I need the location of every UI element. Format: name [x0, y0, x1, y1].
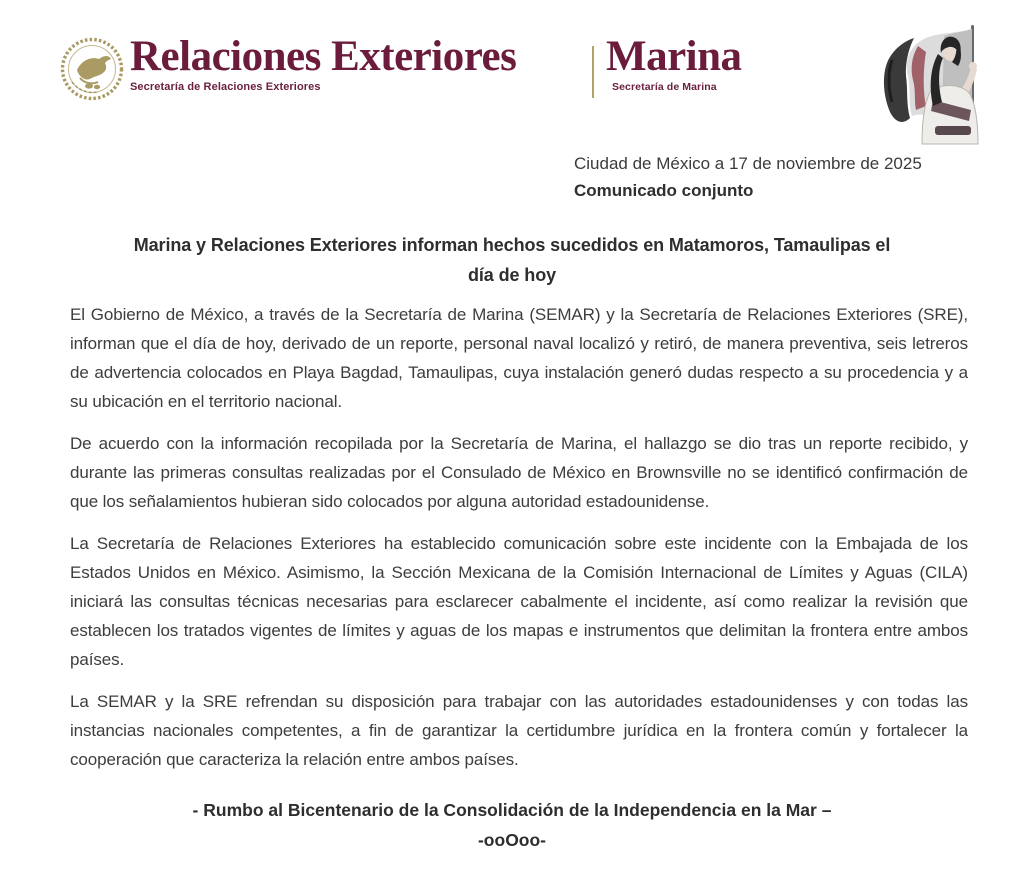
release-type: Comunicado conjunto	[574, 181, 754, 200]
marina-wordmark: Marina	[606, 33, 742, 80]
footer-motto: - Rumbo al Bicentenario de la Consolidación de la Independencia en la Mar –	[192, 800, 832, 820]
sre-subtitle: Secretaría de Relaciones Exteriores	[130, 81, 321, 93]
footer-closing: -ooOoo-	[477, 830, 547, 850]
paragraph-1: El Gobierno de México, a través de la Secretaría de Marina (SEMAR) y la Secretaría de Relaciones Exteriores (SRE), informan que el día de hoy, derivado de un reporte, personal naval localizó y retiró, de manera preventiva, seis letreros de advertencia colocados en Playa Bagdad, Tamaulipas, cuya instalación generó dudas respecto a su procedencia y a su ubicación en el territorio nacional.	[70, 305, 968, 411]
page-title: Marina y Relaciones Exteriores informan hechos sucedidos en Matamoros, Tamaulipas el día de hoy	[133, 235, 891, 285]
marina-subtitle: Secretaría de Marina	[612, 81, 717, 93]
sre-logo	[130, 34, 516, 93]
mexico-national-seal-icon	[60, 36, 124, 102]
dateline-block	[574, 150, 974, 204]
paragraph-3: La Secretaría de Relaciones Exteriores ha establecido comunicación sobre este incidente con la Embajada de los Estados Unidos en México. Asimismo, la Sección Mexicana de la Comisión Internacional de Límites y Aguas (CILA) iniciará las consultas técnicas necesarias para esclarecer cabalmente el incidente, así como realizar la revisión que establecen los tratados vigentes de límites y aguas de los mapas e instrumentos que delimitan la frontera entre ambos países.	[70, 534, 968, 669]
marina-logo	[606, 34, 742, 93]
paragraph-2: De acuerdo con la información recopilada por la Secretaría de Marina, el hallazgo se dio tras un reporte recibido, y durante las primeras consultas realizadas por el Consulado de México en Brownsville no se identificó confirmación de que los señalamientos hubieran sido colocados por alguna autoridad estadounidense.	[70, 434, 968, 511]
woman-with-flag-illustration	[878, 20, 1004, 148]
paragraph-4: La SEMAR y la SRE refrendan su disposición para trabajar con las autoridades estadounidenses y con todas las instancias nacionales competentes, a fin de garantizar la certidumbre jurídica en la frontera común y fortalecer la cooperación que caracteriza la relación entre ambos países.	[70, 692, 968, 769]
logo-divider	[592, 46, 594, 98]
header	[60, 30, 1006, 148]
body-text	[70, 300, 968, 787]
dateline: Ciudad de México a 17 de noviembre de 2025	[574, 154, 922, 173]
sre-wordmark: Relaciones Exteriores	[130, 33, 517, 80]
